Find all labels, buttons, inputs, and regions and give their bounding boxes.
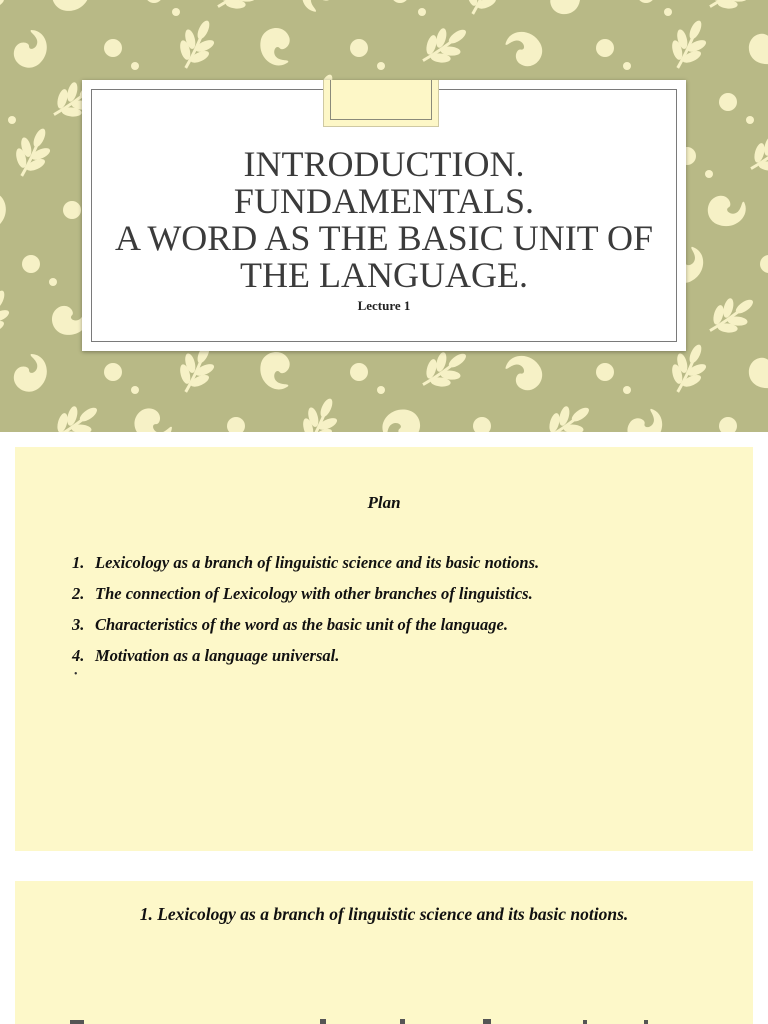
dot-motif: [145, 0, 163, 3]
leaf-sprig-motif: [44, 394, 107, 432]
plan-item: [72, 553, 539, 584]
paisley-motif: [133, 407, 173, 432]
dot-motif: [104, 363, 122, 381]
title-line: FUNDAMENTALS.: [233, 181, 535, 221]
leaf-sprig-motif: [413, 16, 476, 75]
dot-motif: [63, 201, 81, 219]
paisley-motif: [0, 192, 6, 230]
slide-title: [82, 146, 686, 294]
dot-motif: [596, 363, 614, 381]
paisley-motif: [252, 22, 301, 72]
plan-slide: [15, 447, 753, 851]
plan-item: [72, 584, 539, 615]
leaf-sprig-motif: [662, 13, 716, 75]
title-card: [82, 80, 686, 351]
leaf-sprig-motif: [741, 124, 768, 183]
leaf-sprig-motif: [700, 0, 763, 21]
dot-motif: [22, 255, 40, 273]
paisley-motif: [540, 0, 588, 20]
plan-list: [72, 553, 539, 677]
dot-motif: [664, 8, 672, 16]
paisley-motif: [744, 349, 768, 396]
title-tab-decoration: [323, 80, 439, 127]
dot-motif: [391, 0, 409, 3]
dot-motif: [8, 116, 16, 124]
leaf-sprig-motif: [6, 121, 60, 183]
paisley-motif: [300, 0, 338, 14]
dot-motif: [637, 0, 655, 3]
empty-bullet: •: [74, 669, 78, 680]
dot-motif: [705, 170, 713, 178]
plan-item-number: 4.: [72, 646, 85, 665]
dot-motif: [719, 417, 737, 432]
title-line: THE LANGUAGE.: [240, 255, 528, 295]
section-heading: 1. Lexicology as a branch of linguistic science and its basic notions.: [139, 904, 629, 924]
dot-motif: [623, 62, 631, 70]
plan-item: [72, 646, 539, 677]
paisley-motif: [14, 30, 47, 68]
paisley-motif: [744, 25, 768, 72]
title-line: INTRODUCTION.: [243, 144, 525, 184]
dot-motif: [377, 62, 385, 70]
dot-motif: [350, 363, 368, 381]
plan-item-number: 3.: [72, 615, 85, 634]
leaf-sprig-motif: [457, 0, 511, 21]
plan-item-number: 2.: [72, 584, 85, 603]
title-slide: [0, 0, 768, 432]
dot-motif: [227, 417, 245, 432]
leaf-sprig-motif: [208, 0, 271, 21]
paisley-motif: [502, 353, 546, 393]
plan-item-text: Lexicology as a branch of linguistic science and its basic notions.: [95, 553, 540, 572]
dot-motif: [746, 116, 754, 124]
section-slide: [15, 881, 753, 1024]
dot-motif: [377, 386, 385, 394]
dot-motif: [596, 39, 614, 57]
dot-motif: [760, 255, 768, 273]
title-line: A WORD AS THE BASIC UNIT OF: [114, 218, 654, 258]
plan-item-number: 1.: [72, 553, 85, 572]
dot-motif: [350, 39, 368, 57]
paisley-motif: [46, 0, 96, 19]
plan-item-text: The connection of Lexicology with other branches of linguistics.: [95, 584, 533, 603]
dot-motif: [473, 417, 491, 432]
leaf-sprig-motif: [536, 394, 599, 432]
plan-item-text: Motivation as a language universal.: [95, 646, 340, 665]
leaf-sprig-motif: [0, 0, 19, 21]
dot-motif: [623, 386, 631, 394]
slide-subtitle: Lecture 1: [357, 298, 411, 313]
paisley-motif: [502, 29, 546, 69]
plan-item-text: Characteristics of the word as the basic unit of the language.: [95, 615, 508, 634]
dot-motif: [719, 93, 737, 111]
dot-motif: [104, 39, 122, 57]
cut-off-text-fragments: [15, 1017, 753, 1024]
plan-heading: Plan: [367, 493, 401, 512]
paisley-motif: [624, 404, 666, 432]
dot-motif: [131, 62, 139, 70]
paisley-motif: [703, 187, 752, 234]
paisley-motif: [252, 346, 301, 396]
dot-motif: [172, 8, 180, 16]
dot-motif: [131, 386, 139, 394]
leaf-sprig-motif: [293, 391, 347, 432]
plan-item: [72, 615, 539, 646]
leaf-sprig-motif: [700, 286, 763, 345]
leaf-sprig-motif: [0, 283, 19, 345]
dot-motif: [418, 8, 426, 16]
paisley-motif: [376, 402, 426, 432]
dot-motif: [49, 278, 57, 286]
leaf-sprig-motif: [170, 13, 224, 75]
paisley-motif: [14, 354, 47, 392]
